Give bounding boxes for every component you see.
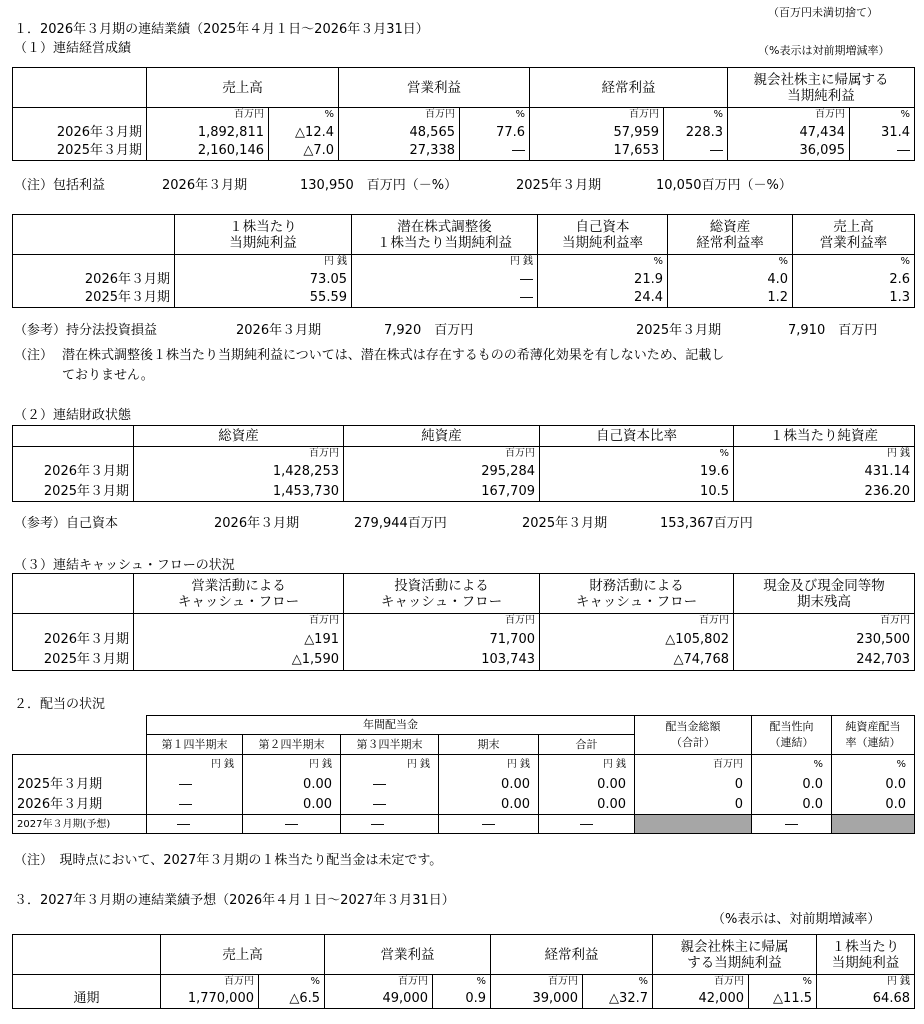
cell-value: 73.05 [175, 270, 352, 289]
unit-million: 百万円 [339, 108, 460, 123]
equity-ref-period2: 2025年３月期 [522, 516, 608, 531]
col-eps [817, 935, 915, 975]
cell-value: △11.5 [749, 989, 817, 1009]
col-financing-cf-line2: キャッシュ・フロー [575, 593, 698, 610]
row-label: 2025年３月期 [13, 650, 134, 671]
col-op-margin-line1: 売上高 [833, 218, 874, 235]
cell-value: 228.3 [664, 123, 728, 142]
col-investing-cf [344, 574, 540, 614]
col-sales: 売上高 [161, 935, 325, 975]
cell-value: ― [147, 775, 243, 795]
dilution-note-line1: 潜在株式調整後１株当たり当期純利益については、潜在株式は存在するものの希薄化効果を有しないため、記載し [62, 348, 725, 363]
cell-value: △74,768 [540, 650, 734, 671]
cell-value: ― [752, 815, 832, 834]
col-cash-balance-line2: 期末残高 [797, 593, 851, 610]
cell-value: △191 [134, 629, 344, 650]
equity-method-value2: 7,910 百万円 [788, 323, 878, 338]
cell-value: 0.0 [752, 795, 832, 815]
unit-pct: % [433, 975, 491, 989]
financial-position-table [12, 425, 915, 502]
unit-pct: % [850, 108, 915, 123]
cell-value: 242,703 [734, 650, 915, 671]
col-net-income [653, 935, 817, 975]
col-eps-line1: １株当たり [831, 938, 900, 955]
col-eps-line2: 当期純利益 [831, 954, 900, 971]
col-net-income-line2: 当期純利益 [787, 87, 855, 104]
cell-value: ― [460, 142, 530, 161]
cell-value: 48,565 [339, 123, 460, 142]
col-cash-balance-line1: 現金及び現金同等物 [763, 577, 885, 594]
cell-value: 1,892,811 [147, 123, 269, 142]
unit-yen: 円 銭 [539, 755, 635, 775]
col-cash-balance [734, 574, 915, 614]
cell-value: ― [147, 795, 243, 815]
col-operating-income: 営業利益 [325, 935, 491, 975]
col-net-income-line1: 親会社株主に帰属 [680, 938, 789, 955]
table-row [13, 123, 915, 142]
cell-value: ― [341, 775, 439, 795]
unit-yen: 円 銭 [341, 755, 439, 775]
cell-value: 1,453,730 [134, 482, 344, 502]
col-roe-line2: 当期純利益率 [562, 234, 643, 251]
unit-yen: 円 銭 [243, 755, 341, 775]
cell-value: 2,160,146 [147, 142, 269, 161]
row-label: 2026年３月期 [13, 123, 147, 142]
cell-value: △32.7 [583, 989, 653, 1009]
cell-value: 49,000 [325, 989, 433, 1009]
cell-value: 55.59 [175, 289, 352, 308]
unit-pct: % [749, 975, 817, 989]
cell-value: 1,428,253 [134, 462, 344, 482]
col-roa [668, 215, 793, 255]
unit-pct: % [538, 255, 668, 270]
col-roa-line2: 経常利益率 [696, 234, 764, 251]
col-diluted-eps-line1: 潜在株式調整後 [397, 218, 492, 235]
cell-value: 230,500 [734, 629, 915, 650]
unit-yen: 円 銭 [734, 447, 915, 462]
table-row-forecast [13, 815, 915, 834]
col-fy-end: 期末 [439, 735, 539, 755]
dividend-note: （注） 現時点において、2027年３月期の１株当たり配当金は未定です。 [14, 853, 443, 868]
col-roe [538, 215, 668, 255]
row-label: 2025年３月期 [13, 775, 147, 795]
forecast-pct-note: （%表示は、対前期増減率） [712, 912, 881, 927]
cell-value: 0.0 [752, 775, 832, 795]
cell-value: 17,653 [530, 142, 664, 161]
row-label: 2025年３月期 [13, 142, 147, 161]
equity-method-value1: 7,920 百万円 [384, 323, 474, 338]
cell-value: 27,338 [339, 142, 460, 161]
cell-value: △105,802 [540, 629, 734, 650]
cell-value: ― [147, 815, 243, 834]
section2-heading: ２．配当の状況 [14, 697, 106, 712]
col-total-assets: 総資産 [134, 426, 344, 447]
cell-value: 1,770,000 [161, 989, 259, 1009]
col-op-margin-line2: 営業利益率 [819, 234, 888, 251]
col-doe [832, 716, 915, 755]
unit-million: 百万円 [134, 614, 344, 629]
unit-million: 百万円 [635, 755, 752, 775]
cell-value: △1,590 [134, 650, 344, 671]
col-diluted-eps-line2: １株当たり当期純利益 [377, 234, 512, 251]
row-label: 2026年３月期 [13, 270, 175, 289]
table-row [13, 142, 915, 161]
cell-value: 103,743 [344, 650, 540, 671]
col-operating-income: 営業利益 [339, 68, 530, 108]
comprehensive-income-value2: 10,050百万円（－%） [656, 178, 792, 193]
unit-million: 百万円 [540, 614, 734, 629]
cell-value: 57,959 [530, 123, 664, 142]
row-label: 2026年３月期 [13, 462, 134, 482]
pct-note: （%表示は対前期増減率） [758, 44, 890, 57]
cell-value: 71,700 [344, 629, 540, 650]
table-row [13, 462, 915, 482]
unit-yen: 円 銭 [817, 975, 915, 989]
section1-heading: １．2026年３月期の連結業績（2025年４月１日～2026年３月31日） [14, 22, 429, 37]
equity-method-label: （参考）持分法投資損益 [14, 323, 158, 338]
unit-pct: % [540, 447, 734, 462]
unit-yen: 円 銭 [439, 755, 539, 775]
table-row [13, 795, 915, 815]
cell-value: 0.00 [539, 795, 635, 815]
col-doe-line1: 純資産配当 [845, 720, 901, 733]
cell-value: 77.6 [460, 123, 530, 142]
table-row [13, 270, 915, 289]
equity-ref-period1: 2026年３月期 [214, 516, 300, 531]
unit-pct: % [259, 975, 325, 989]
cell-value: 21.9 [538, 270, 668, 289]
cell-value: 0.00 [439, 795, 539, 815]
cell-value: 0.0 [832, 775, 915, 795]
table-row [13, 289, 915, 308]
comprehensive-income-period2: 2025年３月期 [516, 178, 602, 193]
row-label: 通期 [13, 989, 161, 1009]
sub3-heading: （３）連結キャッシュ・フローの状況 [14, 558, 235, 573]
unit-pct: % [583, 975, 653, 989]
cell-value: △12.4 [269, 123, 339, 142]
cell-value: 47,434 [728, 123, 850, 142]
blank-header-cell [13, 68, 147, 108]
operating-results-table [12, 67, 915, 161]
col-investing-cf-line1: 投資活動による [394, 577, 489, 594]
unit-yen: 円 銭 [175, 255, 352, 270]
col-financing-cf-line1: 財務活動による [589, 577, 684, 594]
col-dividend-total-line2: （合計） [671, 736, 716, 749]
cell-value: ― [439, 815, 539, 834]
unit-million: 百万円 [728, 108, 850, 123]
col-q3: 第３四半期末 [341, 735, 439, 755]
sub2-heading: （２）連結財政状態 [14, 408, 132, 423]
cell-value: 31.4 [850, 123, 915, 142]
col-net-assets: 純資産 [344, 426, 540, 447]
col-eps [175, 215, 352, 255]
unit-pct: % [664, 108, 728, 123]
cell-value: 64.68 [817, 989, 915, 1009]
col-net-income [728, 68, 915, 108]
cell-value: 4.0 [668, 270, 793, 289]
unit-million: 百万円 [325, 975, 433, 989]
unit-million: 百万円 [653, 975, 749, 989]
unit-yen: 円 銭 [352, 255, 538, 270]
cell-value: 0.0 [832, 795, 915, 815]
col-sales: 売上高 [147, 68, 339, 108]
col-q2: 第２四半期末 [243, 735, 341, 755]
cell-value: ― [850, 142, 915, 161]
cell-value: 0.00 [243, 795, 341, 815]
cell-value: 1.3 [793, 289, 915, 308]
col-q1: 第１四半期末 [147, 735, 243, 755]
cell-value: 167,709 [344, 482, 540, 502]
col-doe-line2: 率（連結） [845, 736, 901, 749]
unit-million: 百万円 [344, 447, 540, 462]
section3-heading: ３．2027年３月期の連結業績予想（2026年４月１日～2027年３月31日） [14, 893, 455, 908]
unit-million: 百万円 [491, 975, 583, 989]
unit-pct: % [832, 755, 915, 775]
col-dividend-total [635, 716, 752, 755]
unit-million: 百万円 [161, 975, 259, 989]
col-annual-dividend: 年間配当金 [147, 716, 635, 735]
col-operating-cf-line2: キャッシュ・フロー [177, 593, 300, 610]
col-roa-line1: 総資産 [709, 218, 751, 235]
col-ordinary-income: 経常利益 [530, 68, 728, 108]
equity-ref-label: （参考）自己資本 [14, 516, 119, 531]
per-share-ratio-table [12, 214, 915, 308]
cell-value: ― [539, 815, 635, 834]
col-roe-line1: 自己資本 [575, 218, 630, 235]
cell-value: 1.2 [668, 289, 793, 308]
cell-value: ― [352, 289, 538, 308]
cell-value: 10.5 [540, 482, 734, 502]
shaded-cell [635, 815, 752, 834]
cell-value: 0.00 [439, 775, 539, 795]
col-bps: １株当たり純資産 [734, 426, 915, 447]
cell-value: △7.0 [269, 142, 339, 161]
forecast-table [12, 934, 915, 1009]
cell-value: ― [243, 815, 341, 834]
cell-value: 24.4 [538, 289, 668, 308]
sub1-heading: （１）連結経営成績 [14, 41, 132, 56]
col-payout-ratio [752, 716, 832, 755]
col-payout-ratio-line1: 配当性向 [769, 720, 814, 733]
cell-value: 0 [635, 775, 752, 795]
row-label: 2026年３月期 [13, 629, 134, 650]
col-op-margin [793, 215, 915, 255]
dividends-table [12, 715, 915, 834]
unit-million: 百万円 [344, 614, 540, 629]
col-investing-cf-line2: キャッシュ・フロー [380, 593, 503, 610]
cell-value: 0.9 [433, 989, 491, 1009]
cell-value: ― [664, 142, 728, 161]
cell-value: 0.00 [539, 775, 635, 795]
col-sum: 合計 [539, 735, 635, 755]
unit-pct: % [269, 108, 339, 123]
table-row [13, 650, 915, 671]
col-net-income-line2: する当期純利益 [687, 954, 782, 971]
equity-ref-value2: 153,367百万円 [660, 516, 753, 531]
cell-value: ― [341, 795, 439, 815]
cell-value: 431.14 [734, 462, 915, 482]
unit-million: 百万円 [530, 108, 664, 123]
row-label: 2025年３月期 [13, 289, 175, 308]
equity-method-period1: 2026年３月期 [236, 323, 322, 338]
cell-value: 0.00 [243, 775, 341, 795]
cell-value: 0 [635, 795, 752, 815]
col-eps-line1: １株当たり [229, 218, 297, 235]
unit-million: 百万円 [147, 108, 269, 123]
unit-pct: % [752, 755, 832, 775]
col-net-income-line1: 親会社株主に帰属する [753, 71, 889, 88]
unit-million: 百万円 [134, 447, 344, 462]
table-row [13, 989, 915, 1009]
table-row [13, 629, 915, 650]
shaded-cell [832, 815, 915, 834]
comprehensive-income-label: （注）包括利益 [14, 178, 106, 193]
unit-note: （百万円未満切捨て） [768, 6, 878, 19]
col-equity-ratio: 自己資本比率 [540, 426, 734, 447]
col-diluted-eps [352, 215, 538, 255]
cell-value: ― [341, 815, 439, 834]
cell-value: 39,000 [491, 989, 583, 1009]
col-eps-line2: 当期純利益 [229, 234, 297, 251]
unit-pct: % [668, 255, 793, 270]
col-operating-cf [134, 574, 344, 614]
row-label: 2027年３月期(予想) [13, 815, 147, 834]
col-financing-cf [540, 574, 734, 614]
unit-pct: % [793, 255, 915, 270]
row-label: 2026年３月期 [13, 795, 147, 815]
cell-value: 19.6 [540, 462, 734, 482]
cell-value: 2.6 [793, 270, 915, 289]
dilution-note-line2: ておりません。 [62, 368, 154, 383]
comprehensive-income-period1: 2026年３月期 [162, 178, 248, 193]
cell-value: 42,000 [653, 989, 749, 1009]
table-row [13, 482, 915, 502]
unit-yen: 円 銭 [147, 755, 243, 775]
cell-value: △6.5 [259, 989, 325, 1009]
cell-value: 295,284 [344, 462, 540, 482]
unit-million: 百万円 [734, 614, 915, 629]
cash-flow-table [12, 573, 915, 671]
unit-pct: % [460, 108, 530, 123]
col-payout-ratio-line2: （連結） [769, 736, 814, 749]
cell-value: ― [352, 270, 538, 289]
equity-method-period2: 2025年３月期 [636, 323, 722, 338]
note-label: （注） [14, 348, 54, 363]
col-operating-cf-line1: 営業活動による [191, 577, 286, 594]
comprehensive-income-value1: 130,950 百万円（－%） [300, 178, 458, 193]
col-dividend-total-line1: 配当金総額 [665, 720, 721, 733]
table-row [13, 775, 915, 795]
row-label: 2025年３月期 [13, 482, 134, 502]
cell-value: 236.20 [734, 482, 915, 502]
cell-value: 36,095 [728, 142, 850, 161]
col-ordinary-income: 経常利益 [491, 935, 653, 975]
equity-ref-value1: 279,944百万円 [354, 516, 447, 531]
